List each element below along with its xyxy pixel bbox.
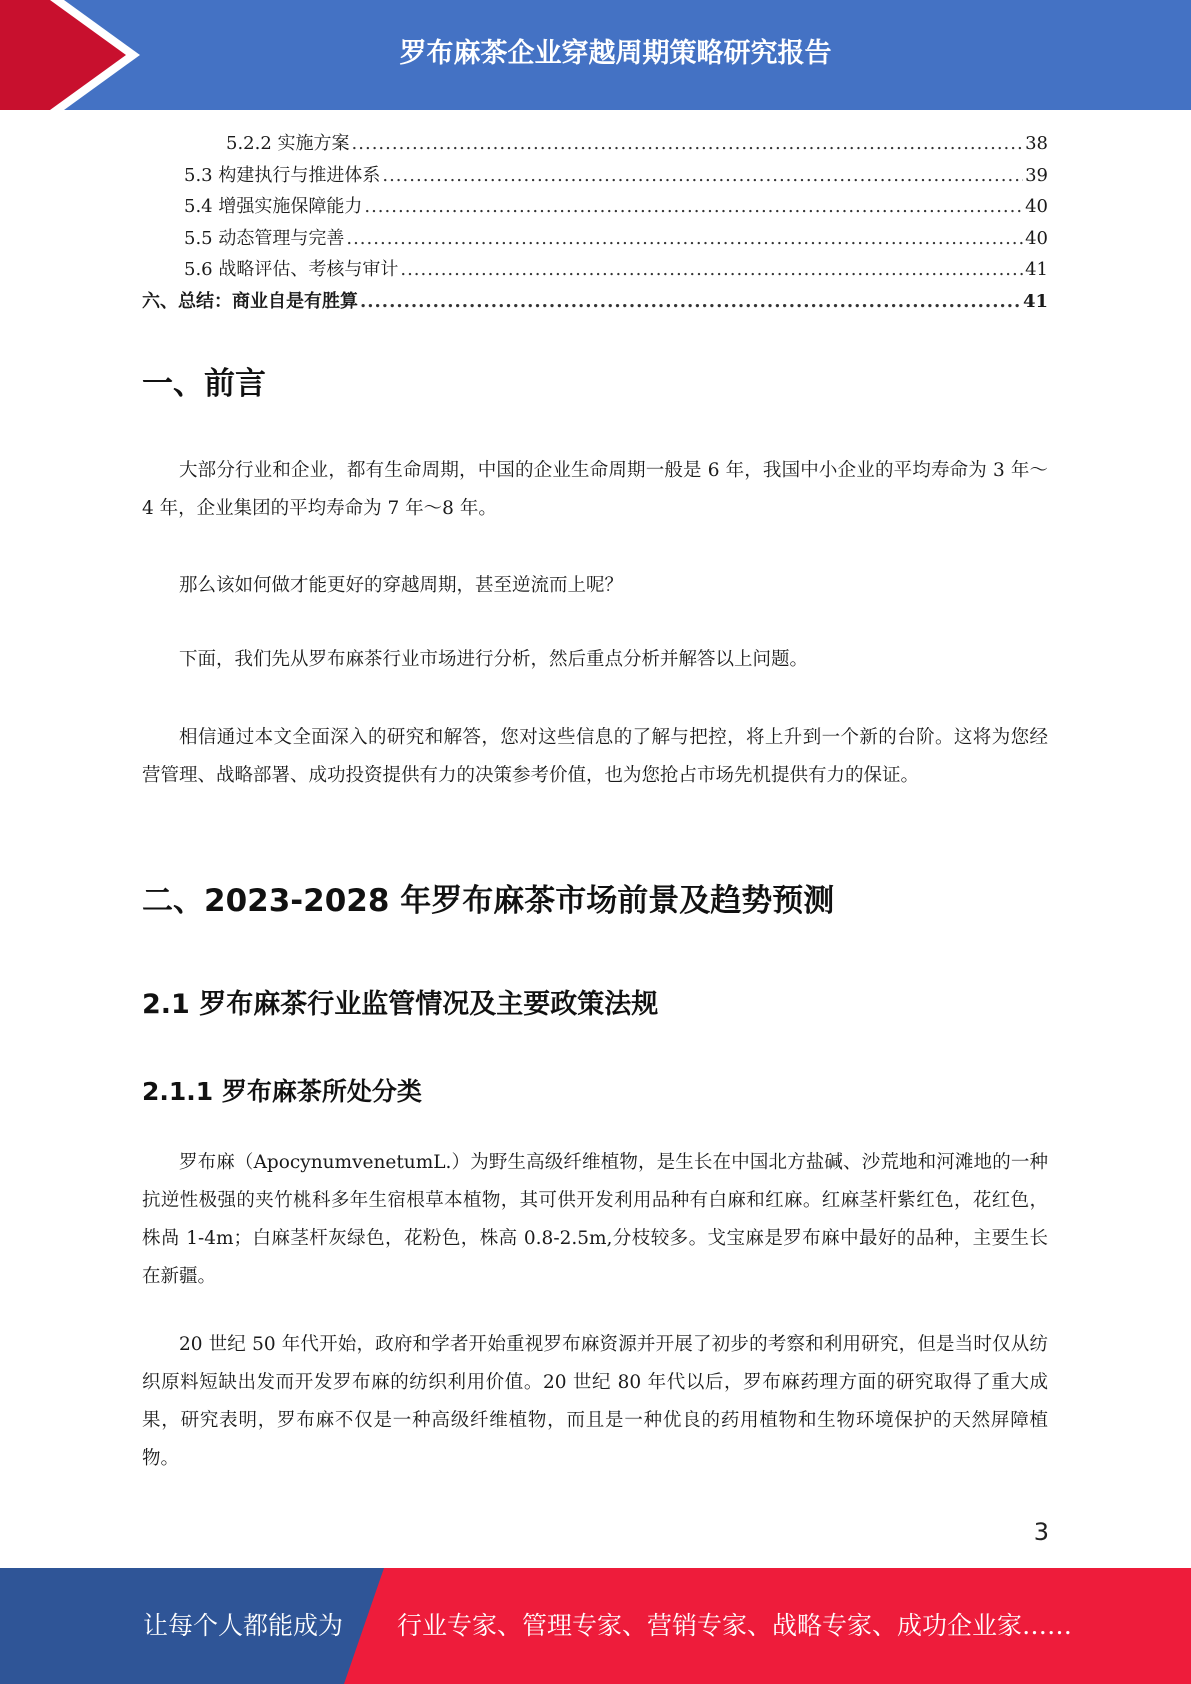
preface-paragraph-3: 下面，我们先从罗布麻茶行业市场进行分析，然后重点分析并解答以上问题。	[179, 649, 809, 670]
toc-entry-page: 38	[1025, 133, 1048, 154]
toc-entry-label: 5.3 构建执行与推进体系	[184, 164, 381, 186]
toc-leader-dots	[382, 160, 1023, 192]
section-2-1-1-paragraph-2: 20 世纪 50 年代开始，政府和学者开始重视罗布麻资源并开展了初步的考察和利用研究，但是当时仅从纺织原料短缺出发而开发罗布麻的纺织利用价值。20 世纪 80 年代以后，罗布麻药理方面的研究取得了重大成果，研究表明，罗布麻不仅是一种高级纤维植物，而且是一种优良的药用植物和生物环境保护的天然屏障植物。	[142, 1334, 1048, 1469]
table-of-contents	[142, 128, 1048, 317]
toc-entry-label: 六、总结：商业自是有胜算	[142, 290, 358, 312]
toc-leader-dots	[360, 286, 1021, 318]
toc-entry[interactable]	[142, 254, 1048, 286]
page-number: 3	[1033, 1518, 1049, 1546]
toc-entry-page: 40	[1025, 227, 1048, 249]
section-2-1-1-paragraph-1: 罗布麻（ApocynumvenetumL.）为野生高级纤维植物，是生长在中国北方盐碱、沙荒地和河滩地的一种抗逆性极强的夹竹桃科多年生宿根草本植物，其可供开发利用品种有白麻和红麻。红麻茎杆紫红色，花红色，株咼 1-4m；白麻茎杆灰绿色，花粉色，株高 0.8-2.5m,分枝较多。戈宝麻是罗布麻中最好的品种，主要生长在新疆。	[142, 1152, 1048, 1287]
toc-entry[interactable]	[142, 191, 1048, 223]
preface-heading: 一、前言	[142, 366, 266, 402]
toc-entry-page: 41	[1022, 290, 1048, 312]
page-footer	[0, 1568, 1191, 1684]
preface-paragraph-1: 大部分行业和企业，都有生命周期，中国的企业生命周期一般是 6 年，我国中小企业的平均寿命为 3 年～4 年，企业集团的平均寿命为 7 年～8 年。	[142, 460, 1048, 519]
section-2-1-heading: 2.1 罗布麻茶行业监管情况及主要政策法规	[142, 989, 659, 1020]
toc-entry-label: 5.6 战略评估、考核与审计	[184, 259, 399, 280]
toc-entry-page: 40	[1025, 196, 1048, 217]
toc-entry-label: 5.2.2 实施方案	[226, 133, 350, 154]
preface-paragraph-4: 相信通过本文全面深入的研究和解答，您对这些信息的了解与把控，将上升到一个新的台阶。这将为您经营管理、战略部署、成功投资提供有力的决策参考价值，也为您抢占市场先机提供有力的保证。	[142, 727, 1048, 786]
toc-leader-dots	[352, 128, 1024, 160]
footer-slogan-left: 让每个人都能成为	[143, 1611, 344, 1640]
toc-entry[interactable]	[142, 223, 1048, 255]
toc-entry-page: 39	[1025, 164, 1048, 186]
toc-entry[interactable]	[142, 286, 1048, 318]
toc-entry-page: 41	[1025, 259, 1048, 280]
toc-entry-label: 5.4 增强实施保障能力	[184, 196, 363, 217]
footer-slogan-right: 行业专家、管理专家、营销专家、战略专家、成功企业家……	[397, 1611, 1073, 1640]
toc-entry-label: 5.5 动态管理与完善	[184, 227, 345, 249]
toc-leader-dots	[346, 223, 1023, 255]
report-title: 罗布麻茶企业穿越周期策略研究报告	[399, 37, 832, 69]
toc-leader-dots	[400, 254, 1023, 286]
toc-entry[interactable]	[142, 128, 1048, 160]
toc-leader-dots	[364, 191, 1023, 223]
chapter-2-heading: 二、2023-2028 年罗布麻茶市场前景及趋势预测	[142, 883, 835, 919]
toc-entry[interactable]	[142, 160, 1048, 192]
section-2-1-1-heading: 2.1.1 罗布麻茶所处分类	[142, 1077, 422, 1106]
preface-paragraph-2: 那么该如何做才能更好的穿越周期，甚至逆流而上呢？	[179, 575, 624, 596]
page-header	[0, 0, 1191, 110]
